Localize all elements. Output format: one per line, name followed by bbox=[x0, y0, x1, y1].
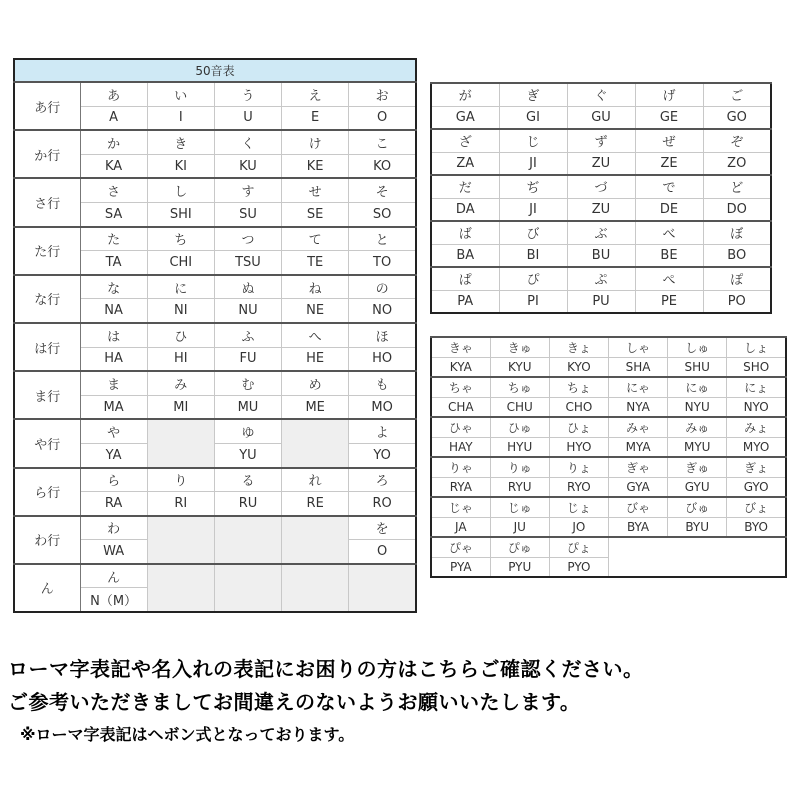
romaji-cell: BYO bbox=[727, 517, 786, 537]
note-line-2: ご参考いただきましてお間違えのないようお願いいたします。 bbox=[8, 690, 581, 714]
romaji-cell: KI bbox=[147, 154, 214, 178]
romaji-cell: ZO bbox=[703, 152, 771, 175]
kana-cell: い bbox=[147, 82, 214, 106]
kana-cell: ちょ bbox=[549, 377, 608, 397]
romaji-cell: YO bbox=[349, 443, 416, 467]
kana-cell: む bbox=[214, 371, 281, 395]
romaji-cell: RO bbox=[349, 492, 416, 516]
romaji-cell: ZA bbox=[431, 152, 499, 175]
kana-row bbox=[431, 129, 771, 152]
romaji-cell: JU bbox=[490, 517, 549, 537]
romaji-cell: MI bbox=[147, 395, 214, 419]
kana-cell: で bbox=[635, 175, 703, 198]
kana-cell: れ bbox=[282, 468, 349, 492]
row-label: は行 bbox=[14, 323, 80, 371]
romaji-cell: CHU bbox=[490, 397, 549, 417]
romaji-row bbox=[431, 517, 786, 537]
romaji-cell: MYU bbox=[668, 437, 727, 457]
kana-cell: ぞ bbox=[703, 129, 771, 152]
empty-cell bbox=[214, 564, 281, 612]
note-line-1: ローマ字表記や名入れの表記にお困りの方はこちらご確認ください。 bbox=[8, 657, 644, 681]
row-label: ん bbox=[14, 564, 80, 612]
kana-cell: に bbox=[147, 275, 214, 299]
romaji-cell: I bbox=[147, 106, 214, 130]
romaji-cell: HI bbox=[147, 347, 214, 371]
romaji-cell: KYO bbox=[549, 357, 608, 377]
romaji-cell: MA bbox=[80, 395, 147, 419]
kana-cell: しゅ bbox=[668, 337, 727, 357]
kana-cell: み bbox=[147, 371, 214, 395]
kana-cell: わ bbox=[80, 516, 147, 540]
romaji-row bbox=[431, 152, 771, 175]
row-label: や行 bbox=[14, 419, 80, 467]
romaji-cell: HE bbox=[282, 347, 349, 371]
romaji-row bbox=[431, 357, 786, 377]
dakuon-table bbox=[430, 82, 772, 314]
romaji-cell: SHU bbox=[668, 357, 727, 377]
romaji-cell: HAY bbox=[431, 437, 490, 457]
romaji-cell: SA bbox=[80, 202, 147, 226]
kana-cell: が bbox=[431, 83, 499, 106]
romaji-cell: TO bbox=[349, 251, 416, 275]
kana-cell: ひょ bbox=[549, 417, 608, 437]
romaji-cell: HYO bbox=[549, 437, 608, 457]
kana-cell: ぬ bbox=[214, 275, 281, 299]
romaji-cell: CHA bbox=[431, 397, 490, 417]
kana-cell: び bbox=[499, 221, 567, 244]
kana-cell: ら bbox=[80, 468, 147, 492]
kana-row bbox=[14, 323, 416, 347]
kana-cell: りゅ bbox=[490, 457, 549, 477]
kana-cell: せ bbox=[282, 178, 349, 202]
kana-cell: ど bbox=[703, 175, 771, 198]
kana-cell: き bbox=[147, 130, 214, 154]
romaji-cell: GYU bbox=[668, 477, 727, 497]
kana-cell: げ bbox=[635, 83, 703, 106]
empty-cell bbox=[147, 419, 214, 467]
kana-row bbox=[431, 175, 771, 198]
romaji-cell: ZU bbox=[567, 152, 635, 175]
romaji-cell: JI bbox=[499, 198, 567, 221]
romaji-cell: RA bbox=[80, 492, 147, 516]
kana-cell: つ bbox=[214, 227, 281, 251]
kana-cell: お bbox=[349, 82, 416, 106]
romaji-cell: PYO bbox=[549, 557, 608, 577]
kana-cell: ぶ bbox=[567, 221, 635, 244]
kana-cell: ひゅ bbox=[490, 417, 549, 437]
romaji-cell: BO bbox=[703, 244, 771, 267]
romaji-cell: ZU bbox=[567, 198, 635, 221]
kana-cell: みゃ bbox=[608, 417, 667, 437]
kana-cell: り bbox=[147, 468, 214, 492]
kana-cell: ひゃ bbox=[431, 417, 490, 437]
kana-cell: う bbox=[214, 82, 281, 106]
romaji-cell: BI bbox=[499, 244, 567, 267]
romaji-cell: ZE bbox=[635, 152, 703, 175]
kana-cell: ぴゃ bbox=[431, 537, 490, 557]
kana-cell: ぢ bbox=[499, 175, 567, 198]
kana-cell: りゃ bbox=[431, 457, 490, 477]
kana-cell: ず bbox=[567, 129, 635, 152]
romaji-cell: BYU bbox=[668, 517, 727, 537]
kana-row bbox=[431, 221, 771, 244]
row-label: ら行 bbox=[14, 468, 80, 516]
kana-cell: か bbox=[80, 130, 147, 154]
kana-cell: ひ bbox=[147, 323, 214, 347]
romaji-cell: SHO bbox=[727, 357, 786, 377]
blank-cell bbox=[727, 537, 786, 577]
kana-cell: びゅ bbox=[668, 497, 727, 517]
kana-cell: ちゅ bbox=[490, 377, 549, 397]
romaji-row bbox=[431, 244, 771, 267]
romaji-cell: RYA bbox=[431, 477, 490, 497]
kana-cell: し bbox=[147, 178, 214, 202]
romaji-cell: JA bbox=[431, 517, 490, 537]
romaji-cell: NYU bbox=[668, 397, 727, 417]
kana-cell: じ bbox=[499, 129, 567, 152]
kana-cell: ほ bbox=[349, 323, 416, 347]
kana-cell: ぱ bbox=[431, 267, 499, 290]
kana-cell: ぎゅ bbox=[668, 457, 727, 477]
kana-cell: しゃ bbox=[608, 337, 667, 357]
kana-cell: ご bbox=[703, 83, 771, 106]
kana-cell: ぼ bbox=[703, 221, 771, 244]
romaji-row bbox=[431, 397, 786, 417]
kana-cell: す bbox=[214, 178, 281, 202]
note-line-3: ※ローマ字表記はヘボン式となっております。 bbox=[20, 725, 355, 744]
romaji-cell: SO bbox=[349, 202, 416, 226]
kana-cell: ば bbox=[431, 221, 499, 244]
kana-cell: よ bbox=[349, 419, 416, 443]
kana-row bbox=[431, 377, 786, 397]
romaji-cell: YU bbox=[214, 443, 281, 467]
romaji-cell: MO bbox=[349, 395, 416, 419]
kana-cell: づ bbox=[567, 175, 635, 198]
romaji-cell: A bbox=[80, 106, 147, 130]
romaji-cell: KYA bbox=[431, 357, 490, 377]
kana-cell: びょ bbox=[727, 497, 786, 517]
kana-cell: さ bbox=[80, 178, 147, 202]
romaji-cell: MU bbox=[214, 395, 281, 419]
romaji-cell: TA bbox=[80, 251, 147, 275]
romaji-cell: KA bbox=[80, 154, 147, 178]
romaji-cell: NYA bbox=[608, 397, 667, 417]
kana-cell: ぎ bbox=[499, 83, 567, 106]
row-label: か行 bbox=[14, 130, 80, 178]
kana-row bbox=[431, 537, 786, 557]
romaji-cell: E bbox=[282, 106, 349, 130]
row-label: な行 bbox=[14, 275, 80, 323]
empty-cell bbox=[214, 516, 281, 564]
row-label: ま行 bbox=[14, 371, 80, 419]
kana-row bbox=[14, 227, 416, 251]
romaji-cell: RI bbox=[147, 492, 214, 516]
kana-row bbox=[14, 178, 416, 202]
romaji-cell: DE bbox=[635, 198, 703, 221]
kana-cell: だ bbox=[431, 175, 499, 198]
romaji-cell: PO bbox=[703, 290, 771, 313]
kana-cell: た bbox=[80, 227, 147, 251]
kana-cell: こ bbox=[349, 130, 416, 154]
romaji-cell: PA bbox=[431, 290, 499, 313]
blank-cell bbox=[668, 537, 727, 577]
empty-cell bbox=[147, 564, 214, 612]
romaji-cell: O bbox=[349, 106, 416, 130]
romaji-cell: NO bbox=[349, 299, 416, 323]
romaji-cell: DO bbox=[703, 198, 771, 221]
kana-cell: きゅ bbox=[490, 337, 549, 357]
kana-row bbox=[431, 417, 786, 437]
kana-cell: ふ bbox=[214, 323, 281, 347]
romaji-cell: RU bbox=[214, 492, 281, 516]
romaji-cell: RYO bbox=[549, 477, 608, 497]
romaji-cell: HYU bbox=[490, 437, 549, 457]
kana-cell: ぴょ bbox=[549, 537, 608, 557]
romaji-cell: WA bbox=[80, 540, 147, 564]
romaji-cell: SU bbox=[214, 202, 281, 226]
romaji-cell: GI bbox=[499, 106, 567, 129]
kana-cell: じゅ bbox=[490, 497, 549, 517]
romaji-cell: O bbox=[349, 540, 416, 564]
kana-row bbox=[431, 83, 771, 106]
kana-cell: ま bbox=[80, 371, 147, 395]
kana-row bbox=[14, 371, 416, 395]
kana-cell: にゃ bbox=[608, 377, 667, 397]
romaji-cell: SHI bbox=[147, 202, 214, 226]
kana-cell: ざ bbox=[431, 129, 499, 152]
romaji-cell: NE bbox=[282, 299, 349, 323]
romaji-cell: BYA bbox=[608, 517, 667, 537]
gojuon-table bbox=[13, 58, 417, 613]
romaji-cell: HA bbox=[80, 347, 147, 371]
kana-row bbox=[431, 267, 771, 290]
kana-cell: じょ bbox=[549, 497, 608, 517]
kana-cell: べ bbox=[635, 221, 703, 244]
romaji-cell: YA bbox=[80, 443, 147, 467]
romaji-cell: DA bbox=[431, 198, 499, 221]
kana-cell: ぎょ bbox=[727, 457, 786, 477]
romaji-cell: N（M） bbox=[80, 588, 147, 612]
kana-cell: みょ bbox=[727, 417, 786, 437]
empty-cell bbox=[147, 516, 214, 564]
romaji-cell: PYA bbox=[431, 557, 490, 577]
empty-cell bbox=[349, 564, 416, 612]
kana-row bbox=[431, 337, 786, 357]
empty-cell bbox=[282, 419, 349, 467]
romaji-cell: NYO bbox=[727, 397, 786, 417]
romaji-row bbox=[431, 477, 786, 497]
romaji-cell: PYU bbox=[490, 557, 549, 577]
kana-cell: け bbox=[282, 130, 349, 154]
kana-cell: きゃ bbox=[431, 337, 490, 357]
kana-row bbox=[14, 468, 416, 492]
kana-row bbox=[14, 82, 416, 106]
kana-cell: ぽ bbox=[703, 267, 771, 290]
romaji-cell: JO bbox=[549, 517, 608, 537]
kana-cell: と bbox=[349, 227, 416, 251]
kana-cell: や bbox=[80, 419, 147, 443]
kana-cell: ち bbox=[147, 227, 214, 251]
romaji-cell: BA bbox=[431, 244, 499, 267]
romaji-cell: MYA bbox=[608, 437, 667, 457]
kana-cell: は bbox=[80, 323, 147, 347]
romaji-cell: GO bbox=[703, 106, 771, 129]
romaji-row bbox=[431, 437, 786, 457]
youon-table bbox=[430, 336, 787, 578]
kana-cell: て bbox=[282, 227, 349, 251]
romaji-row bbox=[431, 198, 771, 221]
kana-cell: ぎゃ bbox=[608, 457, 667, 477]
kana-row bbox=[14, 516, 416, 540]
kana-cell: じゃ bbox=[431, 497, 490, 517]
romaji-cell: PE bbox=[635, 290, 703, 313]
romaji-row bbox=[431, 290, 771, 313]
romaji-cell: TSU bbox=[214, 251, 281, 275]
romaji-cell: HO bbox=[349, 347, 416, 371]
romaji-cell: SHA bbox=[608, 357, 667, 377]
romaji-cell: SE bbox=[282, 202, 349, 226]
kana-cell: ね bbox=[282, 275, 349, 299]
row-label: わ行 bbox=[14, 516, 80, 564]
romaji-cell: TE bbox=[282, 251, 349, 275]
romaji-cell: GU bbox=[567, 106, 635, 129]
kana-cell: く bbox=[214, 130, 281, 154]
kana-cell: しょ bbox=[727, 337, 786, 357]
romaji-cell: U bbox=[214, 106, 281, 130]
kana-cell: ゆ bbox=[214, 419, 281, 443]
romaji-cell: PI bbox=[499, 290, 567, 313]
romaji-cell: KU bbox=[214, 154, 281, 178]
kana-cell: も bbox=[349, 371, 416, 395]
kana-cell: の bbox=[349, 275, 416, 299]
romaji-cell: NI bbox=[147, 299, 214, 323]
romaji-cell: FU bbox=[214, 347, 281, 371]
romaji-cell: GA bbox=[431, 106, 499, 129]
romaji-cell: NA bbox=[80, 299, 147, 323]
kana-row bbox=[431, 457, 786, 477]
romaji-cell: ME bbox=[282, 395, 349, 419]
kana-cell: にゅ bbox=[668, 377, 727, 397]
romaji-cell: KE bbox=[282, 154, 349, 178]
romaji-cell: RYU bbox=[490, 477, 549, 497]
kana-cell: みゅ bbox=[668, 417, 727, 437]
kana-cell: え bbox=[282, 82, 349, 106]
kana-cell: ぷ bbox=[567, 267, 635, 290]
row-label: あ行 bbox=[14, 82, 80, 130]
romaji-cell: JI bbox=[499, 152, 567, 175]
romaji-cell: NU bbox=[214, 299, 281, 323]
kana-cell: へ bbox=[282, 323, 349, 347]
kana-cell: きょ bbox=[549, 337, 608, 357]
kana-cell: ん bbox=[80, 564, 147, 588]
row-label: さ行 bbox=[14, 178, 80, 226]
romaji-cell: KYU bbox=[490, 357, 549, 377]
romaji-cell: BU bbox=[567, 244, 635, 267]
empty-cell bbox=[282, 564, 349, 612]
kana-cell: を bbox=[349, 516, 416, 540]
romaji-cell: GYO bbox=[727, 477, 786, 497]
kana-cell: りょ bbox=[549, 457, 608, 477]
romaji-cell: BE bbox=[635, 244, 703, 267]
kana-cell: ぜ bbox=[635, 129, 703, 152]
empty-cell bbox=[282, 516, 349, 564]
kana-row bbox=[431, 497, 786, 517]
kana-cell: ぴ bbox=[499, 267, 567, 290]
blank-cell bbox=[608, 537, 667, 577]
kana-cell: め bbox=[282, 371, 349, 395]
kana-row bbox=[14, 130, 416, 154]
kana-cell: ろ bbox=[349, 468, 416, 492]
romaji-cell: MYO bbox=[727, 437, 786, 457]
kana-row bbox=[14, 275, 416, 299]
row-label: た行 bbox=[14, 227, 80, 275]
kana-row bbox=[14, 564, 416, 588]
romaji-cell: PU bbox=[567, 290, 635, 313]
romaji-cell: GE bbox=[635, 106, 703, 129]
romaji-cell: KO bbox=[349, 154, 416, 178]
romaji-cell: CHO bbox=[549, 397, 608, 417]
kana-cell: あ bbox=[80, 82, 147, 106]
kana-cell: そ bbox=[349, 178, 416, 202]
kana-cell: ちゃ bbox=[431, 377, 490, 397]
romaji-row bbox=[431, 106, 771, 129]
kana-cell: びゃ bbox=[608, 497, 667, 517]
gojuon-title: 50音表 bbox=[14, 59, 416, 82]
kana-cell: ぐ bbox=[567, 83, 635, 106]
romaji-cell: CHI bbox=[147, 251, 214, 275]
kana-cell: にょ bbox=[727, 377, 786, 397]
romaji-cell: GYA bbox=[608, 477, 667, 497]
romaji-cell: RE bbox=[282, 492, 349, 516]
kana-cell: ぺ bbox=[635, 267, 703, 290]
kana-cell: ぴゅ bbox=[490, 537, 549, 557]
kana-row bbox=[14, 419, 416, 443]
kana-cell: な bbox=[80, 275, 147, 299]
kana-cell: る bbox=[214, 468, 281, 492]
